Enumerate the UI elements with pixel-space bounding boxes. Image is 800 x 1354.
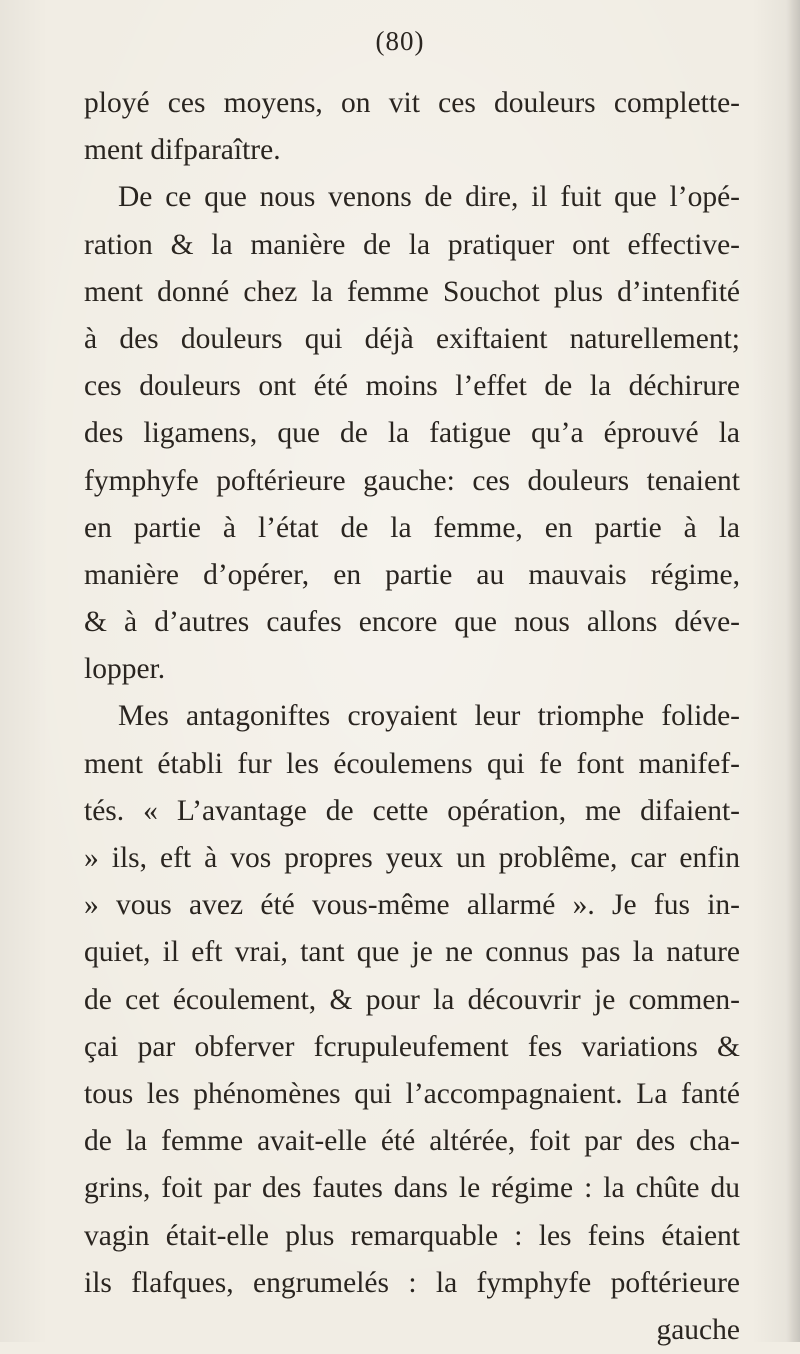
text-line: ment difparaître. xyxy=(84,134,281,167)
text-line: ment établi fur les écoulemens qui fe font manifef- xyxy=(84,747,740,780)
text-line: grins, foit par des fautes dans le régime : la chûte du xyxy=(84,1172,740,1205)
text-line: vagin était-elle plus remarquable : les feins étaient xyxy=(84,1219,740,1252)
body-text xyxy=(84,80,740,1354)
text-line: de la femme avait-elle été altérée, foit par des cha- xyxy=(84,1125,740,1158)
catchword: gauche xyxy=(656,1313,740,1346)
text-line: ils flafques, engrumelés : la fymphyfe poftérieure xyxy=(84,1266,740,1299)
paragraph-start-line: Mes antagoniftes croyaient leur triomphe folide- xyxy=(118,700,740,733)
text-line: de cet écoulement, & pour la découvrir je commen- xyxy=(84,983,740,1016)
text-line: en partie à l’état de la femme, en partie à la xyxy=(84,511,740,544)
text-line: » ils, eft à vos propres yeux un problême, car enfin xyxy=(84,842,740,874)
text-line: manière d’opérer, en partie au mauvais régime, xyxy=(84,558,740,591)
text-line: çai par obferver fcrupuleufement fes variations & xyxy=(84,1030,740,1063)
text-line: ces douleurs ont été moins l’effet de la déchirure xyxy=(84,370,740,403)
text-line: lopper. xyxy=(84,653,166,686)
text-line: ment donné chez la femme Souchot plus d’intenfité xyxy=(84,275,740,308)
text-line: des ligamens, que de la fatigue qu’a éprouvé la xyxy=(84,417,740,450)
text-line: & à d’autres caufes encore que nous allons déve- xyxy=(84,606,740,639)
text-line: fymphyfe poftérieure gauche: ces douleurs tenaient xyxy=(84,464,740,497)
text-line: ployé ces moyens, on vit ces douleurs complette- xyxy=(84,87,740,119)
text-line: » vous avez été vous-même allarmé ». Je fus in- xyxy=(84,889,740,922)
page-number: (80) xyxy=(375,26,425,56)
page-edge-shadow xyxy=(786,0,800,1342)
text-line: tous les phénomènes qui l’accompagnaient. La fanté xyxy=(84,1077,740,1110)
text-line: ration & la manière de la pratiquer ont effective- xyxy=(84,228,740,261)
text-line: à des douleurs qui déjà exiftaient naturellement; xyxy=(84,322,740,355)
text-line: quiet, il eft vrai, tant que je ne connus pas la nature xyxy=(84,936,740,969)
text-line: tés. « L’avantage de cette opération, me difaient- xyxy=(84,794,740,827)
paragraph-start-line: De ce que nous venons de dire, il fuit que l’opé- xyxy=(118,181,740,214)
